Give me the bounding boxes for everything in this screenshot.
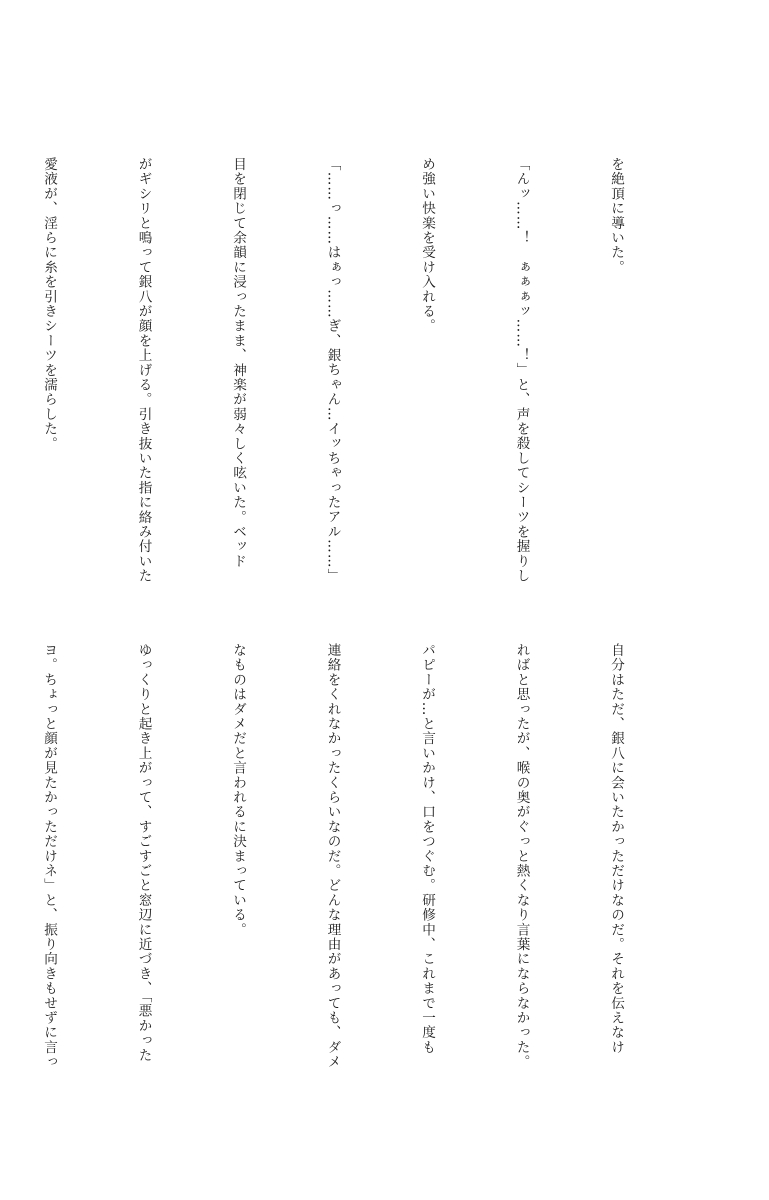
- text-line: ヨ。ちょっと顔が見たかっただけネ」と、振り向きもせずに言っ: [41, 643, 57, 1070]
- text-line: を絶頂に導いた。: [608, 157, 624, 275]
- text-line: がギシリと鳴って銀八が顔を上げる。引き抜いた指に絡み付いた: [135, 157, 152, 584]
- text-line: なものはダメだと言われるに決まっている。: [230, 643, 246, 937]
- text-line: め強い快楽を受け入れる。: [419, 157, 435, 334]
- lower-text-block: [0, 643, 694, 1083]
- text-line: パピーが…と言いかけ、口をつぐむ。研修中、これまで一度も: [419, 643, 435, 1055]
- text-line: 愛液が、淫らに糸を引きシーツを濡らした。: [41, 157, 57, 451]
- upper-text-block: [0, 157, 694, 607]
- text-line: ればと思ったが、喉の奥がぐっと熱くなり言葉にならなかった。: [513, 643, 530, 1070]
- text-line: 目を閉じて余韻に浸ったまま、神楽が弱々しく呟いた。ベッド: [230, 157, 246, 569]
- text-line: ゆっくりと起き上がって、すごすごと窓辺に近づき、「悪かった: [135, 643, 152, 1063]
- text-line: 「んッ……！ ぁぁぁッ……！」と、声を殺してシーツを握りし: [513, 157, 530, 584]
- text-line: 「……っ……はぁっ……ぎ、銀ちゃん…イッちゃったアル……」: [324, 157, 341, 584]
- text-line: 自分はただ、銀八に会いたかっただけなのだ。それを伝えなけ: [608, 643, 624, 1055]
- text-line: 連絡をくれなかったくらいなのだ。どんな理由があっても、ダメ: [324, 643, 341, 1070]
